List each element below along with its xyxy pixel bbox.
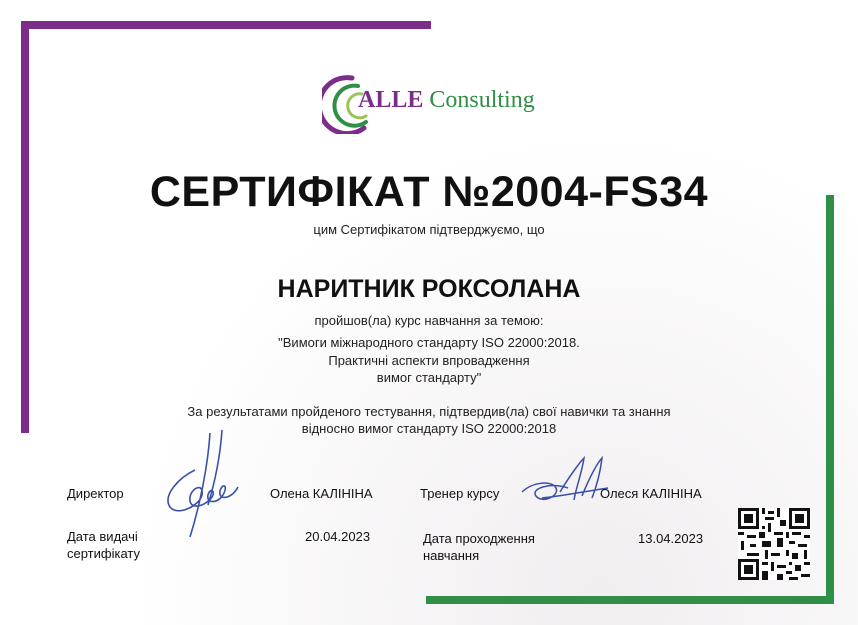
issue-date-label-1: Дата видачі <box>67 529 138 544</box>
logo-prefix: ALLE <box>358 87 424 113</box>
course-line-3: вимог стандарту" <box>376 370 482 385</box>
course-line-2: Практичні аспекти впровадження <box>328 353 530 368</box>
completed-line: пройшов(ла) курс навчання за темою: <box>314 313 544 328</box>
confirm-line: цим Сертифікатом підтверджуємо, що <box>313 222 545 237</box>
trainer-signature-icon <box>512 452 612 512</box>
training-date-label-2: навчання <box>423 548 480 563</box>
director-label: Директор <box>67 486 124 501</box>
trainer-name: Олеся КАЛІНІНА <box>600 486 702 501</box>
purple-frame-top <box>21 21 431 29</box>
training-date-value: 13.04.2023 <box>638 531 704 546</box>
director-signature-icon <box>150 425 260 545</box>
training-date-label-1: Дата проходження <box>423 531 535 546</box>
director-name: Олена КАЛІНІНА <box>270 486 373 501</box>
result-line-2: відносно вимог стандарту ISO 22000:2018 <box>301 421 557 436</box>
course-line-1: "Вимоги міжнародного стандарту ISO 22000:2018. <box>278 335 580 350</box>
certificate-title: СЕРТИФІКАТ №2004-FS34 <box>149 168 709 216</box>
logo-text <box>358 87 535 114</box>
trainer-label: Тренер курсу <box>420 486 500 501</box>
issue-date-value: 20.04.2023 <box>305 529 371 544</box>
green-frame-bottom <box>426 596 834 604</box>
issue-date-label-2: сертифікату <box>67 546 140 561</box>
green-frame-right <box>826 195 834 604</box>
qr-code-icon[interactable] <box>738 508 810 580</box>
logo-suffix: Consulting <box>429 87 535 113</box>
recipient-name: НАРИТНИК РОКСОЛАНА <box>277 275 581 303</box>
result-line-1: За результатами пройденого тестування, підтвердив(ла) свої навички та знання <box>187 404 671 419</box>
